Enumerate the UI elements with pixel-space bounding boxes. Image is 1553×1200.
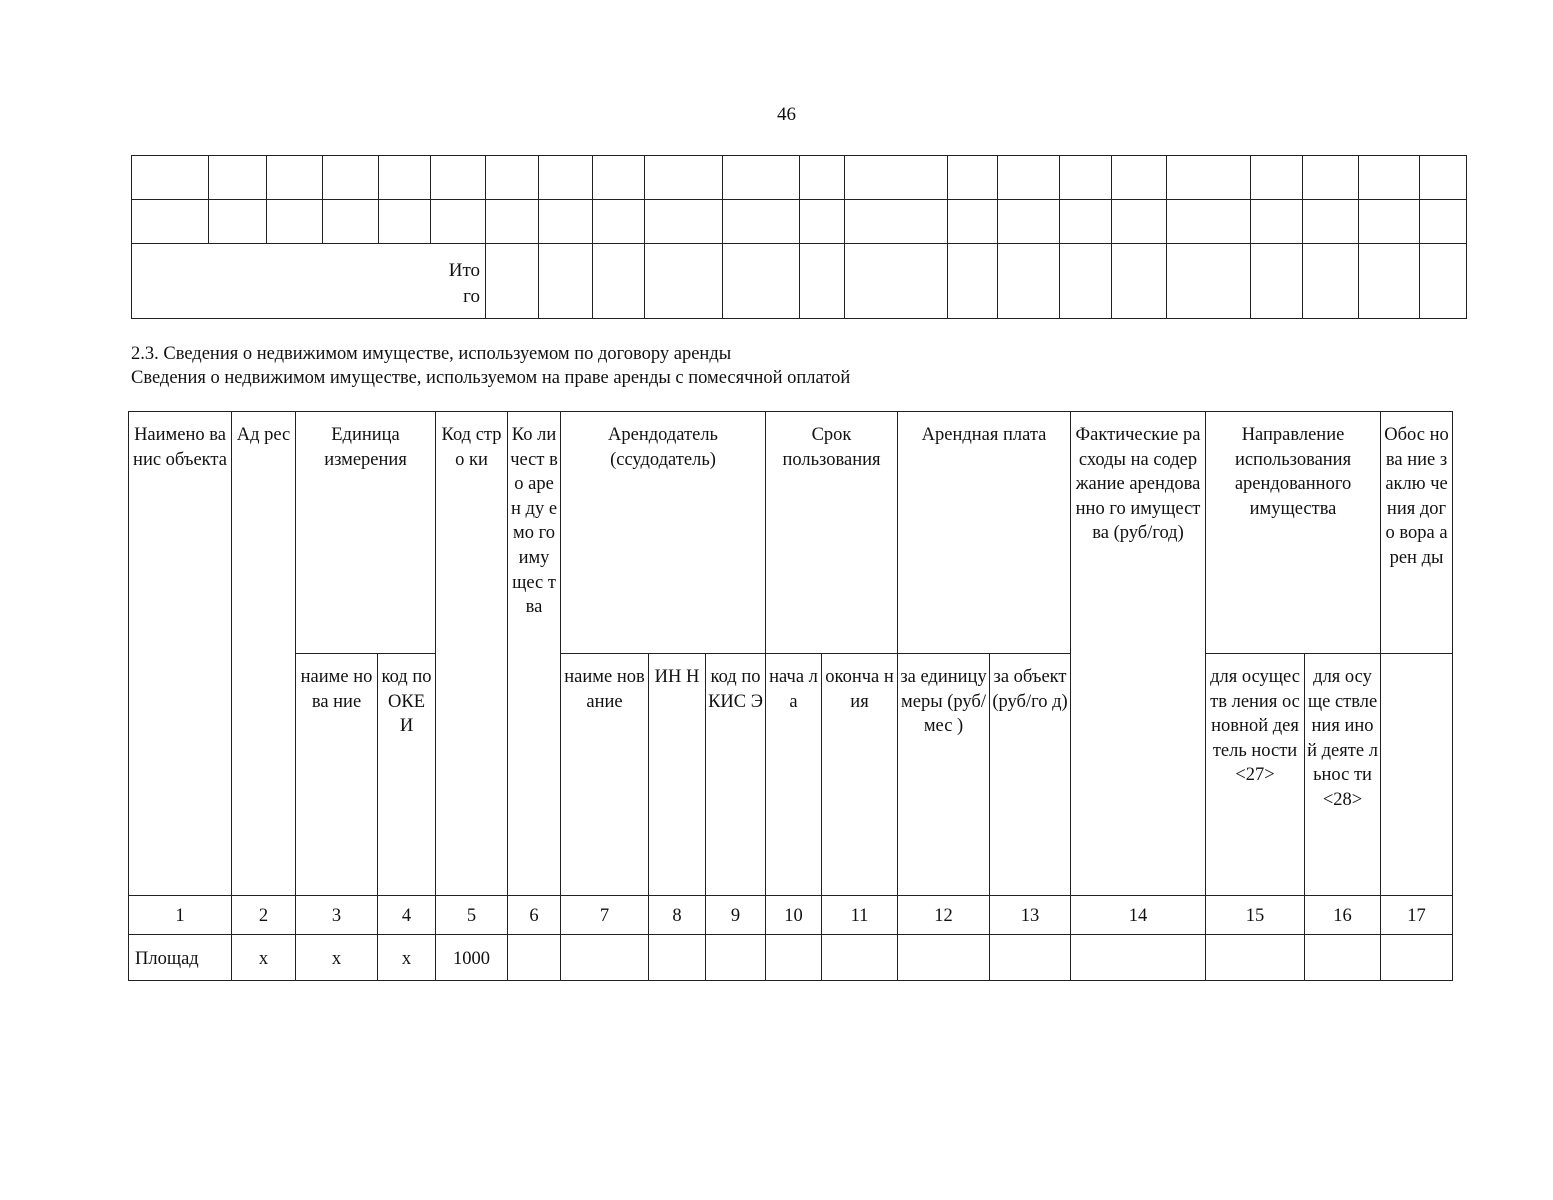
header-row-1 xyxy=(129,412,1453,654)
section-subtitle: Сведения о недвижимом имуществе, используемом на праве аренды с помесячной оплатой xyxy=(131,368,851,388)
total-label xyxy=(132,244,486,319)
column-number: 8 xyxy=(649,896,706,935)
column-number-row xyxy=(129,896,1453,935)
column-number: 12 xyxy=(898,896,990,935)
table-row xyxy=(129,935,1453,981)
cell-address: х xyxy=(232,935,296,981)
header-address: Ад рес xyxy=(232,412,296,896)
total-label-line1: Ито xyxy=(448,260,480,281)
column-number: 2 xyxy=(232,896,296,935)
header-rent: Арендная плата xyxy=(898,412,1071,654)
cell-empty xyxy=(766,935,822,981)
header-unit: Единица измерения xyxy=(296,412,436,654)
rental-property-table xyxy=(128,411,1453,981)
header-unit-okei: код по ОКЕ И xyxy=(378,654,436,896)
cell-empty xyxy=(561,935,649,981)
header-object-name: Наимено ванис объекта xyxy=(129,412,232,896)
header-lessor: Арендодатель (ссудодатель) xyxy=(561,412,766,654)
column-number: 17 xyxy=(1381,896,1453,935)
column-number: 15 xyxy=(1206,896,1305,935)
header-lessor-name: наиме нование xyxy=(561,654,649,896)
cell-object-name: Площад xyxy=(129,935,232,981)
cell-unit-okei: х xyxy=(378,935,436,981)
top-continuation-table xyxy=(131,155,1467,319)
cell-empty xyxy=(508,935,561,981)
column-number: 6 xyxy=(508,896,561,935)
header-actual-costs: Фактические расходы на содержание арендованно го имущества (руб/год) xyxy=(1071,412,1206,896)
column-number: 14 xyxy=(1071,896,1206,935)
column-number: 13 xyxy=(990,896,1071,935)
section-title: 2.3. Сведения о недвижимом имуществе, используемом по договору аренды xyxy=(131,344,732,364)
cell-empty xyxy=(706,935,766,981)
cell-empty xyxy=(1381,935,1453,981)
cell-empty xyxy=(1305,935,1381,981)
header-term-end: оконча ния xyxy=(822,654,898,896)
header-term-start: нача ла xyxy=(766,654,822,896)
header-rent-per-unit: за единицу меры (руб/мес ) xyxy=(898,654,990,896)
column-number: 16 xyxy=(1305,896,1381,935)
cell-empty xyxy=(990,935,1071,981)
header-line-code: Код стро ки xyxy=(436,412,508,896)
column-number: 1 xyxy=(129,896,232,935)
header-justification-sub xyxy=(1381,654,1453,896)
column-number: 4 xyxy=(378,896,436,935)
column-number: 10 xyxy=(766,896,822,935)
header-usage: Направление использования арендованного имущества xyxy=(1206,412,1381,654)
header-row-2 xyxy=(129,654,1453,896)
column-number: 11 xyxy=(822,896,898,935)
header-term: Срок пользования xyxy=(766,412,898,654)
header-unit-name: наиме нова ние xyxy=(296,654,378,896)
header-quantity: Ко ли чест во арен ду емо го иму щес тва xyxy=(508,412,561,896)
cell-empty xyxy=(898,935,990,981)
header-usage-other: для осуще ствле ния иной деяте льнос ти <28> xyxy=(1305,654,1381,896)
cell-empty xyxy=(1206,935,1305,981)
cell-empty xyxy=(1071,935,1206,981)
header-justification: Обос нова ние заклю чения дого вора арен ды xyxy=(1381,412,1453,654)
column-number: 5 xyxy=(436,896,508,935)
header-rent-per-object: за объект (руб/го д) xyxy=(990,654,1071,896)
column-number: 7 xyxy=(561,896,649,935)
cell-empty xyxy=(649,935,706,981)
cell-unit-name: х xyxy=(296,935,378,981)
header-lessor-inn: ИН Н xyxy=(649,654,706,896)
total-label-line2: го xyxy=(463,286,480,307)
header-lessor-kise: код по КИС Э xyxy=(706,654,766,896)
table-row xyxy=(132,200,1467,244)
column-number: 9 xyxy=(706,896,766,935)
column-number: 3 xyxy=(296,896,378,935)
total-row xyxy=(132,244,1467,319)
table-row xyxy=(132,156,1467,200)
cell-empty xyxy=(822,935,898,981)
cell-line-code: 1000 xyxy=(436,935,508,981)
page-number: 46 xyxy=(777,104,796,125)
header-usage-main: для осуществ ления основной деятель ности <27> xyxy=(1206,654,1305,896)
